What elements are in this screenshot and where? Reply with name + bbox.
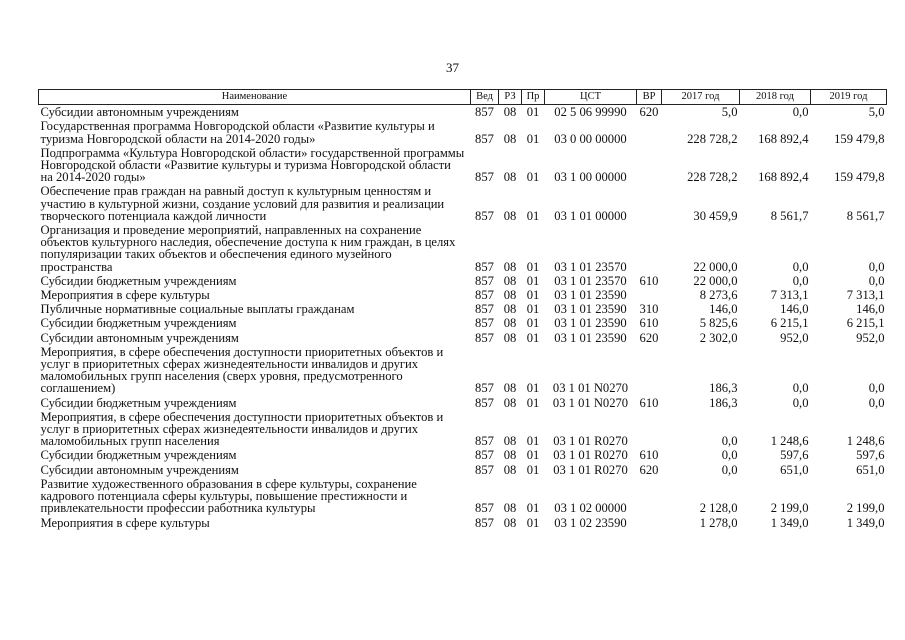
cell-vr: 610 (639, 395, 659, 410)
cell-cst: 03 1 01 23590 (554, 302, 627, 317)
cell-ved: 857 (475, 381, 494, 396)
cell-ved: 857 (475, 288, 494, 303)
cell-ved: 857 (475, 259, 494, 274)
cell-pr: 01 (526, 395, 540, 410)
cell-cst: 03 1 01 23590 (554, 288, 627, 303)
cell-name: Субсидии автономным учреждениям (40, 105, 239, 120)
cell-name: Организация и проведение мероприятий, направленных на сохранение объектов культурного наследия, обеспечение доступа к ним граждан, в целях популяризации таких объектов и обеспечения единого музейного пространства (40, 223, 456, 274)
cell-rz: 08 (503, 381, 517, 396)
cell-pr: 01 (526, 434, 540, 449)
cell-cst: 02 5 06 99990 (554, 105, 627, 120)
cell-rz: 08 (503, 434, 517, 449)
cell-vr (637, 477, 662, 516)
cell-ved: 857 (475, 501, 494, 516)
cell-2018: 1 349,0 (770, 515, 809, 530)
cell-2018: 146,0 (780, 302, 809, 317)
cell-name: Обеспечение прав граждан на равный доступ к культурным ценностям и участию в культурной жизни, создание условий для развития и реализации творческого потенциала каждой личности (40, 184, 445, 223)
cell-name: Мероприятия, в сфере обеспечения доступности приоритетных объектов и услуг в приоритетных сферах жизнедеятельности инвалидов и других маломобильных групп населения (сверх уровня, предусмотренного соглашением) (40, 344, 444, 396)
cell-vr (637, 345, 662, 396)
cell-cst: 03 1 00 00000 (554, 170, 627, 185)
cell-2018: 2 199,0 (770, 501, 809, 516)
cell-name: Субсидии бюджетным учреждениям (40, 448, 237, 463)
cell-rz: 08 (503, 105, 517, 120)
table-row (39, 105, 887, 120)
cell-pr: 01 (526, 288, 540, 303)
cell-cst: 03 1 01 R0270 (553, 434, 628, 449)
table-row (39, 316, 887, 330)
cell-ved: 857 (475, 316, 494, 331)
cell-ved: 857 (475, 170, 494, 185)
cell-name: Субсидии бюджетным учреждениям (40, 395, 237, 410)
cell-name: Развитие художественного образования в сфере культуры, сохранение кадрового потенциала сферы культуры, повышение престижности и привлекательности профессии работника культуры (40, 476, 417, 516)
cell-2019: 1 248,6 (846, 434, 885, 449)
cell-cst: 03 1 01 23570 (554, 273, 627, 288)
cell-2018: 6 215,1 (770, 316, 809, 331)
header-2017: 2017 год (662, 90, 740, 105)
cell-name: Мероприятия в сфере культуры (40, 288, 210, 303)
cell-2019: 597,6 (856, 448, 885, 463)
table-row (39, 463, 887, 477)
cell-2019: 7 313,1 (846, 288, 885, 303)
cell-cst: 03 1 01 00000 (554, 208, 627, 223)
cell-pr: 01 (526, 259, 540, 274)
cell-pr: 01 (526, 501, 540, 516)
cell-2017: 0,0 (721, 462, 738, 477)
cell-vr (637, 223, 662, 274)
table-row (39, 184, 887, 223)
cell-rz: 08 (503, 131, 517, 146)
cell-2019: 5,0 (868, 105, 885, 120)
cell-2017: 5,0 (721, 105, 738, 120)
cell-name: Подпрограмма «Культура Новгородской области» государственной программы Новгородской области «Развитие культуры и туризма Новгородской области на 2014-2020 годы» (40, 145, 465, 185)
table-row (39, 288, 887, 302)
table-row (39, 146, 887, 185)
table-body (39, 105, 887, 530)
cell-cst: 03 1 01 23570 (554, 259, 627, 274)
cell-2018: 651,0 (780, 462, 809, 477)
cell-vr: 610 (639, 448, 659, 463)
table-row (39, 223, 887, 274)
cell-2018: 952,0 (780, 330, 809, 345)
cell-ved: 857 (475, 105, 494, 120)
cell-name: Субсидии автономным учреждениям (40, 462, 239, 477)
cell-2019: 0,0 (868, 273, 885, 288)
cell-cst: 03 1 01 N0270 (552, 381, 629, 396)
cell-vr: 620 (639, 105, 659, 120)
cell-2017: 30 459,9 (693, 208, 738, 223)
cell-2017: 2 128,0 (699, 501, 738, 516)
cell-pr: 01 (526, 515, 540, 530)
table-row (39, 345, 887, 396)
cell-vr (637, 288, 662, 302)
header-ved: Вед (471, 90, 499, 105)
cell-cst: 03 1 01 23590 (554, 316, 627, 331)
budget-table (38, 89, 887, 530)
cell-ved: 857 (475, 302, 494, 317)
cell-ved: 857 (475, 434, 494, 449)
cell-rz: 08 (503, 288, 517, 303)
cell-ved: 857 (475, 330, 494, 345)
cell-vr (637, 184, 662, 223)
cell-pr: 01 (526, 170, 540, 185)
cell-vr: 610 (639, 273, 659, 288)
cell-2017: 228 728,2 (687, 170, 738, 185)
cell-2019: 2 199,0 (846, 501, 885, 516)
cell-vr (637, 146, 662, 185)
table-row (39, 331, 887, 345)
cell-rz: 08 (503, 395, 517, 410)
cell-rz: 08 (503, 273, 517, 288)
cell-2019: 6 215,1 (846, 316, 885, 331)
cell-rz: 08 (503, 302, 517, 317)
cell-cst: 03 1 02 00000 (554, 501, 627, 516)
cell-2018: 0,0 (792, 105, 809, 120)
cell-2019: 0,0 (868, 259, 885, 274)
header-2019: 2019 год (811, 90, 887, 105)
cell-2017: 22 000,0 (693, 259, 738, 274)
table-row (39, 119, 887, 145)
cell-pr: 01 (526, 105, 540, 120)
cell-2019: 0,0 (868, 395, 885, 410)
cell-vr (637, 410, 662, 449)
table-row (39, 516, 887, 530)
cell-2018: 168 892,4 (758, 131, 809, 146)
cell-pr: 01 (526, 316, 540, 331)
header-rz: РЗ (499, 90, 522, 105)
cell-2018: 8 561,7 (770, 208, 809, 223)
cell-pr: 01 (526, 381, 540, 396)
cell-2017: 0,0 (721, 434, 738, 449)
cell-ved: 857 (475, 515, 494, 530)
cell-vr: 620 (639, 330, 659, 345)
cell-name: Мероприятия, в сфере обеспечения доступности приоритетных объектов и услуг в приоритетных сферах жизнедеятельности инвалидов и других маломобильных групп населения (40, 409, 444, 449)
cell-rz: 08 (503, 259, 517, 274)
cell-2019: 159 479,8 (834, 131, 885, 146)
table-row (39, 274, 887, 288)
cell-rz: 08 (503, 208, 517, 223)
cell-rz: 08 (503, 170, 517, 185)
cell-2019: 1 349,0 (846, 515, 885, 530)
cell-cst: 03 1 02 23590 (554, 515, 627, 530)
cell-name: Субсидии бюджетным учреждениям (40, 273, 237, 288)
header-cst: ЦСТ (545, 90, 637, 105)
header-vr: ВР (637, 90, 662, 105)
cell-rz: 08 (503, 462, 517, 477)
page-number: 37 (446, 60, 459, 75)
cell-vr: 610 (639, 316, 659, 331)
cell-rz: 08 (503, 501, 517, 516)
cell-vr: 310 (639, 302, 659, 317)
cell-2018: 597,6 (780, 448, 809, 463)
table-header-row (39, 90, 887, 105)
cell-cst: 03 1 01 R0270 (553, 448, 628, 463)
header-name: Наименование (39, 90, 471, 105)
cell-pr: 01 (526, 462, 540, 477)
cell-vr (637, 119, 662, 145)
cell-name: Субсидии автономным учреждениям (40, 330, 239, 345)
cell-2017: 5 825,6 (699, 316, 738, 331)
cell-cst: 03 1 01 R0270 (553, 462, 628, 477)
cell-2017: 2 302,0 (699, 330, 738, 345)
cell-2018: 0,0 (792, 273, 809, 288)
cell-2018: 0,0 (792, 259, 809, 274)
table-row (39, 448, 887, 462)
cell-rz: 08 (503, 448, 517, 463)
cell-2019: 952,0 (856, 330, 885, 345)
cell-name: Государственная программа Новгородской области «Развитие культуры и туризма Новгородской области на 2014-2020 годы» (40, 119, 435, 146)
cell-pr: 01 (526, 208, 540, 223)
cell-pr: 01 (526, 131, 540, 146)
cell-name: Мероприятия в сфере культуры (40, 515, 210, 530)
cell-2017: 186,3 (709, 395, 738, 410)
cell-2018: 1 248,6 (770, 434, 809, 449)
cell-2019: 146,0 (856, 302, 885, 317)
cell-ved: 857 (475, 462, 494, 477)
cell-2017: 1 278,0 (699, 515, 738, 530)
cell-2017: 8 273,6 (699, 288, 738, 303)
cell-pr: 01 (526, 330, 540, 345)
cell-2017: 228 728,2 (687, 131, 738, 146)
cell-2017: 0,0 (721, 448, 738, 463)
cell-2019: 651,0 (856, 462, 885, 477)
cell-rz: 08 (503, 515, 517, 530)
cell-2018: 7 313,1 (770, 288, 809, 303)
cell-ved: 857 (475, 131, 494, 146)
cell-ved: 857 (475, 448, 494, 463)
header-pr: Пр (522, 90, 545, 105)
cell-pr: 01 (526, 448, 540, 463)
cell-name: Публичные нормативные социальные выплаты гражданам (40, 302, 355, 317)
table-row (39, 410, 887, 449)
cell-pr: 01 (526, 302, 540, 317)
table-row (39, 477, 887, 516)
cell-ved: 857 (475, 208, 494, 223)
cell-2017: 186,3 (709, 381, 738, 396)
cell-2018: 0,0 (792, 381, 809, 396)
cell-pr: 01 (526, 273, 540, 288)
cell-cst: 03 0 00 00000 (554, 131, 627, 146)
cell-2019: 0,0 (868, 381, 885, 396)
cell-rz: 08 (503, 316, 517, 331)
cell-vr (637, 516, 662, 530)
cell-vr: 620 (639, 462, 659, 477)
cell-ved: 857 (475, 395, 494, 410)
cell-2018: 0,0 (792, 395, 809, 410)
cell-2019: 159 479,8 (834, 170, 885, 185)
cell-rz: 08 (503, 330, 517, 345)
cell-ved: 857 (475, 273, 494, 288)
table-row (39, 396, 887, 410)
cell-2017: 22 000,0 (693, 273, 738, 288)
cell-cst: 03 1 01 23590 (554, 330, 627, 345)
cell-cst: 03 1 01 N0270 (552, 395, 629, 410)
cell-2017: 146,0 (709, 302, 738, 317)
cell-name: Субсидии бюджетным учреждениям (40, 316, 237, 331)
cell-2019: 8 561,7 (846, 208, 885, 223)
cell-2018: 168 892,4 (758, 170, 809, 185)
header-2018: 2018 год (740, 90, 811, 105)
table-row (39, 302, 887, 316)
